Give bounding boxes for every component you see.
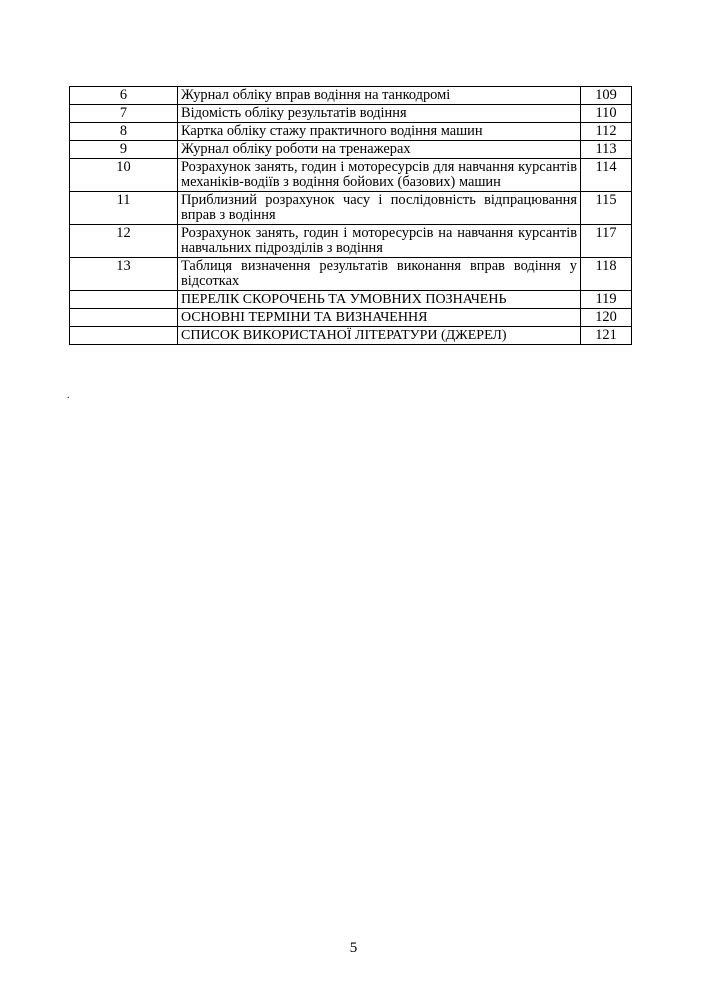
item-page: 110 [581, 105, 632, 123]
item-number [70, 309, 178, 327]
item-number: 10 [70, 159, 178, 192]
item-number: 12 [70, 225, 178, 258]
item-page: 121 [581, 327, 632, 345]
item-title: Картка обліку стажу практичного водіння машин [178, 123, 581, 141]
item-number: 6 [70, 87, 178, 105]
table-row [70, 258, 632, 291]
item-title: СПИСОК ВИКОРИСТАНОЇ ЛІТЕРАТУРИ (ДЖЕРЕЛ) [178, 327, 581, 345]
table-row [70, 105, 632, 123]
item-page: 119 [581, 291, 632, 309]
item-number: 13 [70, 258, 178, 291]
item-number: 8 [70, 123, 178, 141]
item-page: 113 [581, 141, 632, 159]
table-row [70, 225, 632, 258]
item-title: Приблизний розрахунок часу і послідовність відпрацювання вправ з водіння [178, 192, 581, 225]
item-page: 115 [581, 192, 632, 225]
item-title: ОСНОВНІ ТЕРМІНИ ТА ВИЗНАЧЕННЯ [178, 309, 581, 327]
item-title: Відомість обліку результатів водіння [178, 105, 581, 123]
item-page: 112 [581, 123, 632, 141]
table-row [70, 309, 632, 327]
item-title: Таблиця визначення результатів виконання вправ водіння у відсотках [178, 258, 581, 291]
table-of-contents [69, 86, 632, 345]
item-number [70, 291, 178, 309]
table-row [70, 141, 632, 159]
item-page: 114 [581, 159, 632, 192]
page-number: 5 [349, 940, 358, 956]
table-row [70, 87, 632, 105]
item-page: 118 [581, 258, 632, 291]
item-title: ПЕРЕЛІК СКОРОЧЕНЬ ТА УМОВНИХ ПОЗНАЧЕНЬ [178, 291, 581, 309]
table-row [70, 123, 632, 141]
item-title: Журнал обліку роботи на тренажерах [178, 141, 581, 159]
item-number [70, 327, 178, 345]
item-page: 117 [581, 225, 632, 258]
table-row [70, 327, 632, 345]
table-row [70, 291, 632, 309]
item-page: 109 [581, 87, 632, 105]
item-number: 7 [70, 105, 178, 123]
item-number: 9 [70, 141, 178, 159]
item-number: 11 [70, 192, 178, 225]
table-row [70, 192, 632, 225]
item-title: Розрахунок занять, годин і моторесурсів для навчання курсантів механіків-водіїв з водіння бойових (базових) машин [178, 159, 581, 192]
table-row [70, 159, 632, 192]
item-title: Розрахунок занять, годин і моторесурсів на навчання курсантів навчальних підрозділів з водіння [178, 225, 581, 258]
stray-mark: . [67, 390, 70, 401]
item-title: Журнал обліку вправ водіння на танкодромі [178, 87, 581, 105]
item-page: 120 [581, 309, 632, 327]
